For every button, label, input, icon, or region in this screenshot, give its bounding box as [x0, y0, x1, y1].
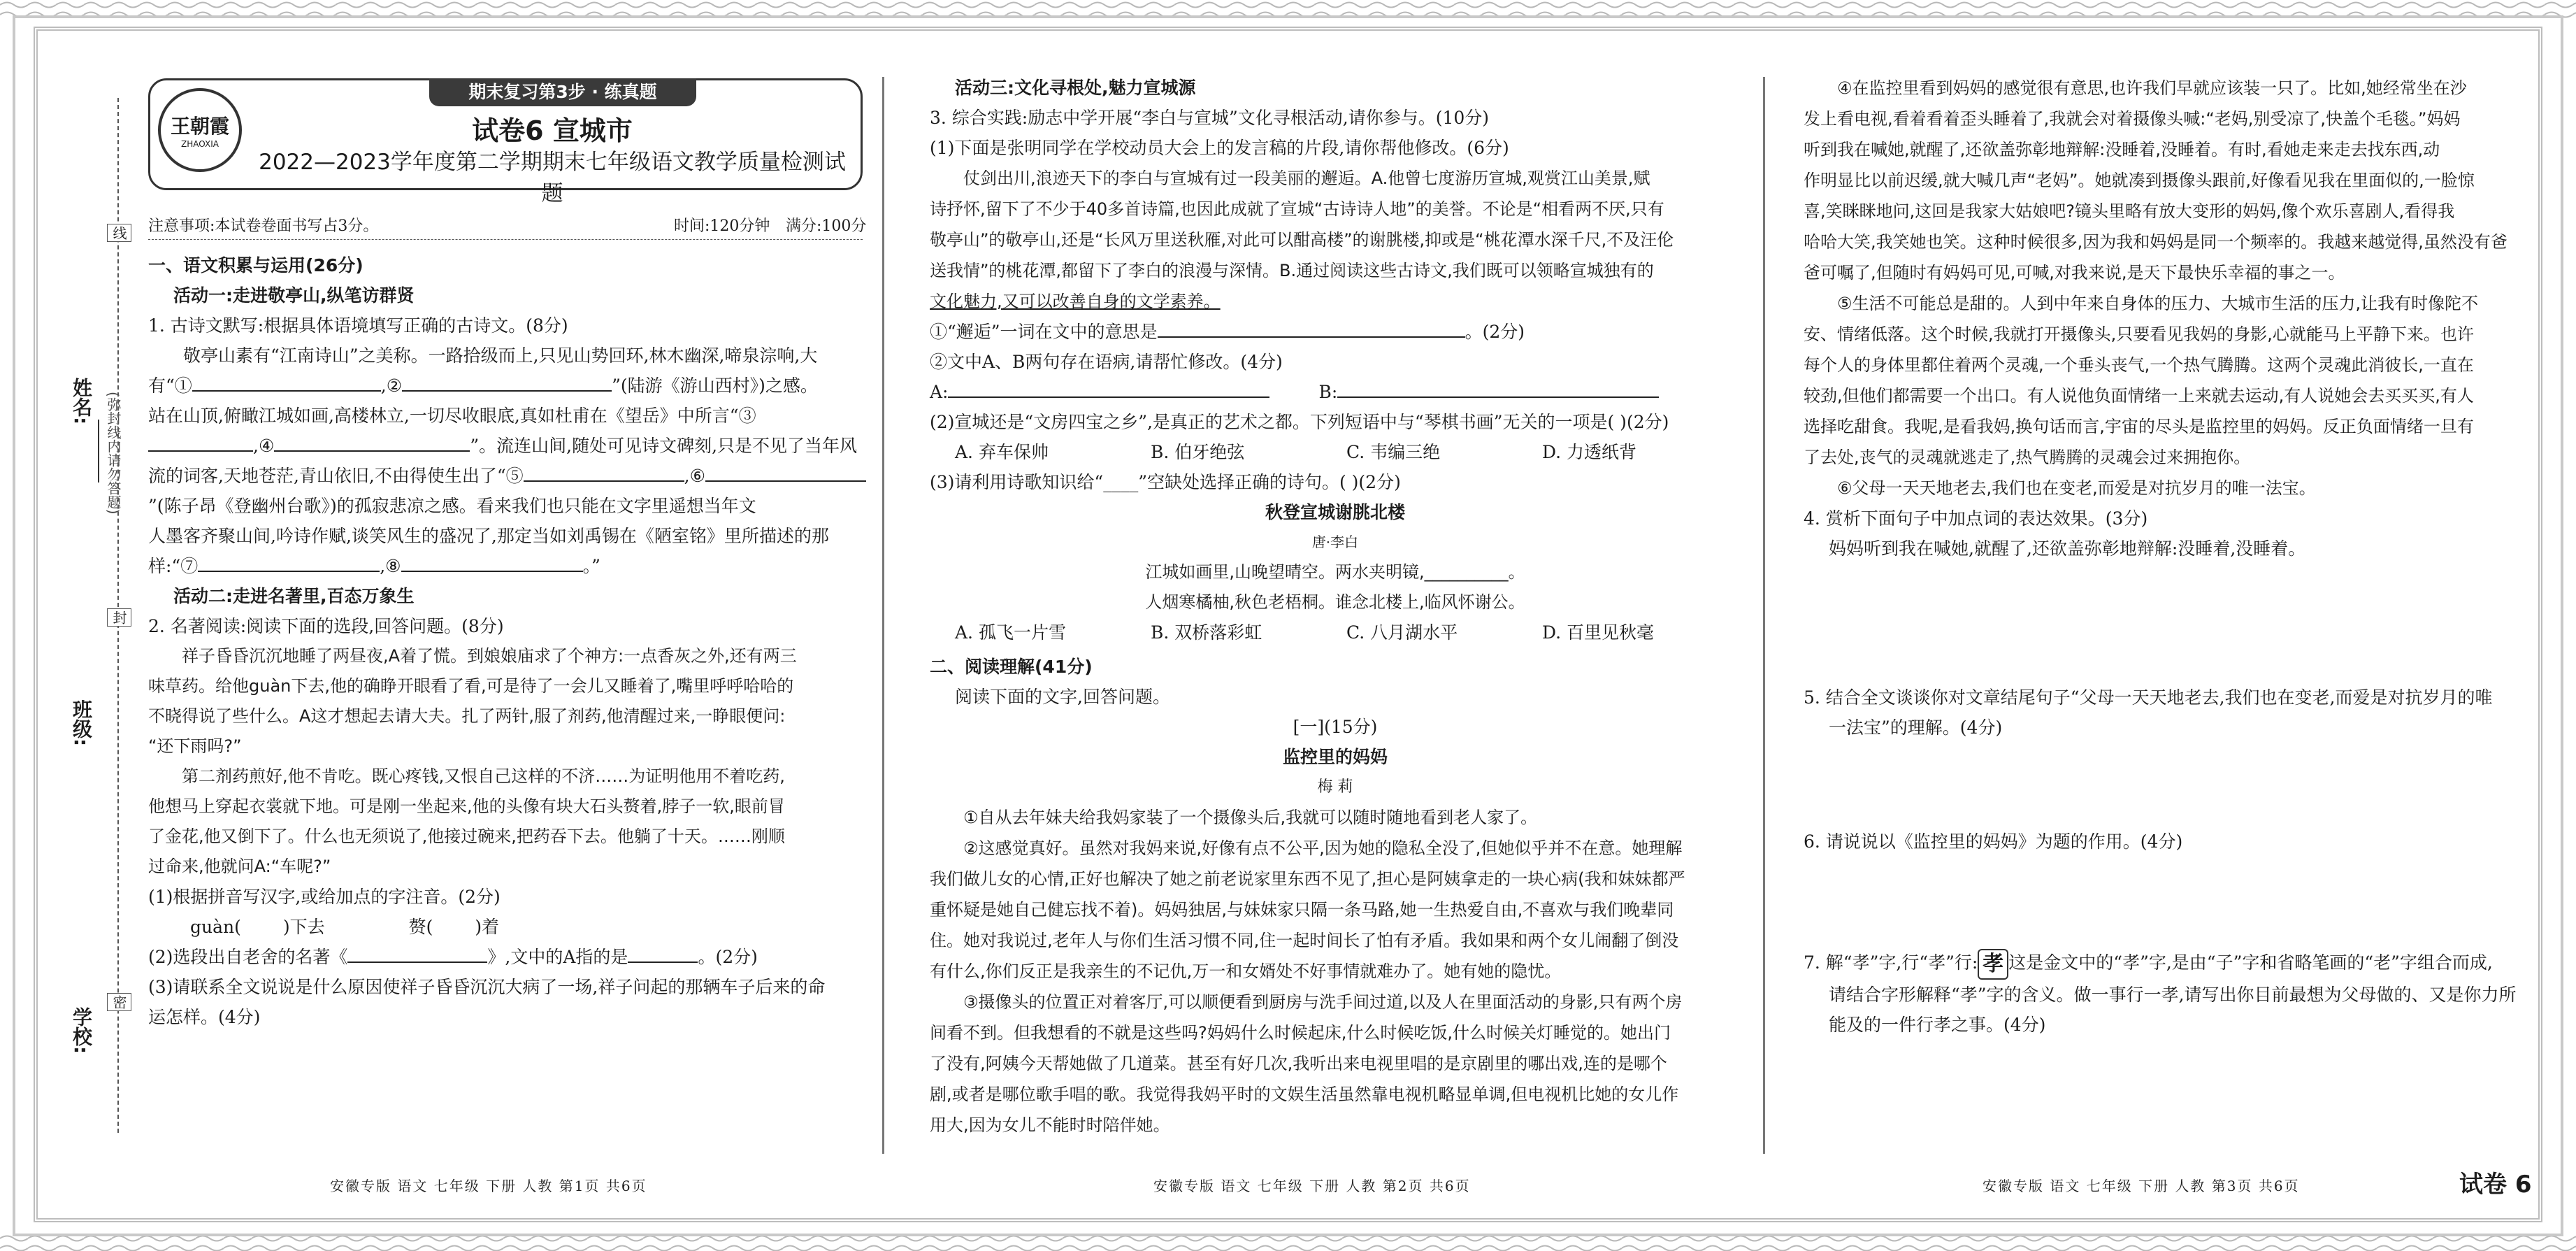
question-5: 5. 结合全文谈谈你对文章结尾句子“父母一天天地老去,我们也在变老,而爱是对抗岁月的唯 [1804, 687, 2493, 708]
poem-author: 唐·李白 [1311, 534, 1359, 550]
column-divider [882, 77, 884, 1154]
excerpt-text: “还下雨吗?” [148, 736, 242, 756]
poem-line: 人烟寒橘柚,秋色老梧桐。谁念北楼上,临风怀谢公。 [1145, 592, 1525, 612]
q1-text: 敬亭山素有“江南诗山”之美称。一路拾级而上,只见山势回环,林木幽深,啼泉淙响,大 [183, 345, 818, 366]
exam-note: 注意事项:本试卷卷面书写占3分。 [148, 217, 379, 235]
footer-page-2: 安徽专版 语文 七年级 下册 人教 第2页 共6页 [1153, 1178, 1471, 1194]
answer-space[interactable] [1804, 857, 2517, 948]
option-d[interactable]: D. 百里见秋毫 [1542, 622, 1655, 643]
speech-text: 诗抒怀,留下了不少于40多首诗篇,也因此成就了宣城“古诗诗人地”的美誉。不论是“相看两不厌,只有 [930, 199, 1664, 219]
article-paragraph: 有什么,你们反正是我亲生的不记仇,万一和女婿处不好事情就难办了。她有她的隐忧。 [930, 962, 1562, 981]
footer-page-3: 安徽专版 语文 七年级 下册 人教 第3页 共6页 [1983, 1178, 2300, 1194]
q2-sub3: 运怎样。(4分) [148, 1007, 261, 1027]
poem-title: 秋登宣城谢朓北楼 [1265, 502, 1405, 522]
article-paragraph: 了没有,阿姨今天帮她做了几道菜。甚至有好几次,我听出来电视里唱的是京剧里的哪出戏,连的是哪个 [930, 1054, 1667, 1073]
q2-sub3: (3)请联系全文说说是什么原因使祥子昏昏沉沉大病了一场,祥子问起的那辆车子后来的命 [148, 977, 826, 997]
activity-2: 活动二:走进名著里,百态万象生 [173, 586, 415, 606]
section-2-heading: 二、阅读理解(41分) [930, 657, 1093, 677]
excerpt-text: 味草药。给他guàn下去,他的确睁开眼看了看,可是待了一会儿又睡着了,嘴里呼呼哈哈的 [148, 676, 794, 696]
q2-sub1-answers [148, 912, 868, 942]
q1-text: 样:“⑦ [148, 556, 199, 576]
speech-text: 送我情”的桃花潭,都留下了李白的浪漫与深情。B.通过阅读这些古诗文,我们既可以领略宣城独有的 [930, 261, 1654, 280]
q3-sub1b: ②文中A、B两句存在语病,请帮忙修改。(4分) [930, 352, 1283, 372]
question-3: 3. 综合实践:励志中学开展“李白与宣城”文化寻根活动,请你参与。(10分) [930, 108, 1490, 128]
footer-page-1: 安徽专版 语文 七年级 下册 人教 第1页 共6页 [330, 1178, 647, 1194]
question-6: 6. 请说说以《监控里的妈妈》为题的作用。(4分) [1804, 831, 2183, 852]
exam-score: 满分:100分 [786, 217, 867, 235]
article-paragraph: 哈哈大笑,我笑她也笑。这种时候很多,因为我和妈妈是同一个频率的。我越来越觉得,虽然没有爸 [1804, 232, 2507, 252]
pinyin-prompt: guàn( [190, 917, 241, 937]
article-paragraph: 发上看电视,看着看着歪头睡着了,我就会对着摄像头喊:“老妈,别受凉了,快盖个毛毯。”妈妈 [1804, 109, 2461, 129]
q1-text: ”(陆游《游山西村》)之感。 [612, 376, 818, 396]
excerpt-text: 不晓得说了些什么。A这才想起去请大夫。扎了两针,服了剂药,他清醒过来,一睁眼便问: [148, 706, 786, 726]
article-paragraph: 剧,或者是哪位歌手唱的歌。我觉得我妈平时的文娱生活虽然靠电视机略显单调,但电视机比她的女儿作 [930, 1085, 1679, 1104]
answer-b-label: B: [1318, 382, 1338, 402]
column-1 [148, 250, 868, 1032]
q3-sub1: (1)下面是张明同学在学校动员大会上的发言稿的片段,请你帮他修改。(6分) [930, 138, 1509, 158]
exam-subtitle: 2022—2023学年度第二学期期末七年级语文教学质量检测试题 [259, 150, 846, 206]
option-b[interactable]: B. 双桥落彩虹 [1151, 622, 1262, 643]
q1-text: ,④ [253, 436, 275, 456]
q1-text: ,② [380, 376, 403, 396]
article-paragraph: ①自从去年妹夫给我妈家装了一个摄像头后,我就可以随时随地看到老人家了。 [963, 808, 1538, 827]
option-a[interactable]: A. 孤飞一片雪 [955, 622, 1066, 643]
pinyin-prompt: )下去 [282, 917, 325, 937]
answer-blank[interactable] [1158, 318, 1465, 338]
q3-sub3: (3)请利用诗歌知识给“____”空缺处选择正确的诗句。( )(2分) [930, 472, 1401, 492]
article-paragraph: 听到我在喊她,就醒了,还欲盖弥彰地辩解:没睡着,没睡着。有时,看她走来走去找东西,动 [1804, 140, 2440, 159]
speech-text: 文化魅力,又可以改善自身的文学素养。 [930, 292, 1221, 311]
q1-text: 流的词客,天地苍茫,青山依旧,不由得使生出了“⑤ [148, 466, 524, 486]
option-c[interactable]: C. 八月湖水平 [1346, 622, 1458, 643]
option-b[interactable]: B. 伯牙绝弦 [1151, 442, 1245, 462]
option-d[interactable]: D. 力透纸背 [1542, 442, 1637, 462]
column-3 [1804, 73, 2517, 1040]
q1-text: ,⑥ [684, 466, 705, 486]
article-paragraph: ②这感觉真好。虽然对我妈来说,好像有点不公平,因为她的隐私全没了,但她似乎并不在意。她理解 [963, 838, 1683, 858]
q7-text: 能及的一件行孝之事。(4分) [1829, 1014, 2046, 1035]
question-7 [1804, 948, 2517, 980]
q7-text: 请结合字形解释“孝”字的含义。做一事行一孝,请写出你目前最想为父母做的、又是你力所 [1829, 984, 2517, 1005]
answer-space[interactable] [1804, 564, 2517, 682]
jinwen-xiao-glyph: 孝 [1978, 949, 2008, 980]
answer-blank[interactable] [628, 943, 698, 963]
option-c[interactable]: C. 韦编三绝 [1346, 442, 1441, 462]
answer-blank[interactable] [948, 378, 1269, 398]
q3-sub1a [930, 317, 1741, 347]
answer-blank[interactable] [705, 462, 866, 482]
excerpt-text: 他想马上穿起衣裳就下地。可是刚一坐起来,他的头像有块大石头赘着,脖子一软,眼前冒 [148, 796, 785, 816]
q2-text: (2)选段出自老舍的名著《 [148, 947, 348, 967]
logo-sub: ZHAOXIA [181, 139, 219, 149]
q1-line2 [148, 371, 868, 401]
answer-blank[interactable] [192, 372, 381, 392]
article-paragraph: 每个人的身体里都住着两个灵魂,一个垂头丧气,一个热气腾腾。这两个灵魂此消彼长,一直在 [1804, 355, 2474, 375]
part-1-label: [一](15分) [1293, 717, 1378, 737]
exam-title: 试卷6 宣城市 [472, 115, 633, 146]
q1-text: 人墨客齐聚山间,吟诗作赋,谈笑风生的盛况了,那定当如刘禹锡在《陋室铭》里所描述的那 [148, 526, 829, 546]
answer-space[interactable] [1804, 743, 2517, 827]
article-author: 梅 莉 [1317, 778, 1353, 796]
exam-number: 6 [2514, 1171, 2532, 1199]
activity-3: 活动三:文化寻根处,魅力宣城源 [955, 78, 1196, 98]
article-title: 监控里的妈妈 [1282, 747, 1388, 767]
article-paragraph: 间看不到。但我想看的不就是这些吗?妈妈什么时候起床,什么时候吃饭,什么时候关灯睡觉的。她出门 [930, 1023, 1671, 1043]
q1-line8 [148, 551, 868, 581]
q1-line4 [148, 431, 868, 461]
article-paragraph: ⑤生活不可能总是甜的。人到中年来自身体的压力、大城市生活的压力,让我有时像陀不 [1837, 294, 2479, 313]
section-1-heading: 一、语文积累与运用(26分) [148, 255, 364, 276]
article-paragraph: 作明显比以前迟缓,就大喊几声“老妈”。她就凑到摄像头跟前,好像看见我在里面似的,一脸惊 [1804, 171, 2475, 190]
q3-sub2-options [930, 437, 1741, 467]
q2-sub2 [148, 942, 868, 972]
binding-mark-1: 线 [107, 224, 131, 242]
answer-blank[interactable] [402, 372, 612, 392]
answer-blank[interactable] [274, 432, 470, 452]
speech-text: 敬亭山”的敬亭山,还是“长风万里送秋雁,对此可以酣高楼”的谢朓楼,抑或是“桃花潭水深千尺,不及汪伦 [930, 230, 1674, 250]
answer-blank[interactable] [198, 552, 380, 572]
exam-number-badge [2459, 1165, 2532, 1199]
q1-line5 [148, 461, 868, 491]
q3-sub2: (2)宣城还是“文房四宝之乡”,是真正的艺术之都。下列短语中与“琴棋书画”无关的一项是( )(2分) [930, 412, 1669, 432]
exam-time: 时间:120分钟 [674, 217, 770, 235]
article-paragraph: ⑥父母一天天地老去,我们也在变老,而爱是对抗岁月的唯一法宝。 [1837, 478, 2316, 498]
article-paragraph: 喜,笑眯眯地问,这回是我家大姑娘吧?镜头里略有放大变形的妈妈,像个欢乐喜剧人,看得我 [1804, 201, 2455, 221]
question-5: 一法宝”的理解。(4分) [1829, 717, 2003, 738]
q3-text: 。(2分) [1465, 322, 1525, 342]
answer-blank[interactable] [524, 462, 684, 482]
q1-text: 。” [582, 556, 600, 576]
char-prompt: 赘( [408, 917, 433, 937]
question-2: 2. 名著阅读:阅读下面的选段,回答问题。(8分) [148, 616, 504, 636]
column-2 [930, 73, 1741, 1141]
excerpt-text: 祥子昏昏沉沉地睡了两昼夜,A着了慌。到娘娘庙求了个神方:一点香灰之外,还有两三 [182, 646, 797, 666]
q1-text: ,⑧ [380, 556, 401, 576]
article-paragraph: 选择吃甜食。我呢,是看我妈,换句话而言,宇宙的尽头是监控里的妈妈。反正负面情绪一旦有 [1804, 417, 2474, 436]
binding-mark-2: 封 [107, 608, 131, 627]
char-prompt: )着 [475, 917, 500, 937]
q4-sentence: 妈妈听到我在喊她,就醒了,还欲盖弥彰地辩解:没睡着,没睡着。 [1829, 538, 2306, 559]
name-label: 姓名: [70, 378, 93, 425]
column-divider [1763, 77, 1765, 1154]
binding-mark-3: 密 [107, 993, 131, 1011]
article-paragraph: 了去处,丧气的灵魂就逃走了,热气腾腾的灵魂会过来拥抱你。 [1804, 448, 2251, 467]
section-2-intro: 阅读下面的文字,回答问题。 [955, 687, 1170, 707]
q3-ab-answers [930, 377, 1741, 407]
answer-blank[interactable] [1337, 378, 1659, 398]
answer-blank[interactable] [148, 432, 253, 452]
answer-blank[interactable] [347, 943, 487, 963]
q7-text: 7. 解“孝”字,行“孝”行: [1804, 952, 1978, 973]
poem-line: 江城如画里,山晚望晴空。两水夹明镜,__________。 [1145, 562, 1525, 582]
article-paragraph: 我们做儿女的心情,正好也解决了她之前老说家里东西不见了,担心是阿姨拿走的一块心病(我和妹妹都严 [930, 869, 1685, 889]
article-paragraph: ④在监控里看到妈妈的感觉很有意思,也许我们早就应该装一只了。比如,她经常坐在沙 [1837, 78, 2467, 98]
name-line [98, 420, 99, 482]
q3-text: ①“邂逅”一词在文中的意思是 [930, 322, 1158, 342]
header-tab: 期末复习第3步 · 练真题 [429, 78, 696, 106]
q2-sub1: (1)根据拼音写汉字,或给加点的字注音。(2分) [148, 887, 501, 907]
question-4: 4. 赏析下面句子中加点词的表达效果。(3分) [1804, 508, 2148, 529]
option-a[interactable]: A. 弃车保帅 [955, 442, 1049, 462]
activity-1: 活动一:走进敬亭山,纵笔访群贤 [173, 285, 415, 306]
school-label: 学校: [70, 1007, 93, 1055]
article-paragraph: 重怀疑是她自己健忘找不着)。妈妈独居,与妹妹家只隔一条马路,她一生热爱自由,不喜欢与我们晚辈同 [930, 900, 1674, 920]
article-paragraph: 安、情绪低落。这个时候,我就打开摄像头,只要看见我妈的身影,心就能马上平静下来。也许 [1804, 324, 2474, 344]
q1-text: 站在山顶,俯瞰江城如画,高楼林立,一切尽收眼底,真如杜甫在《望岳》中所言“③ [148, 406, 756, 426]
q3-sub3-options [930, 617, 1741, 648]
header-rule [148, 239, 863, 240]
article-paragraph: 用大,因为女儿不能时时陪伴她。 [930, 1115, 1170, 1135]
article-paragraph: 爸可嘱了,但随时有妈妈可见,可喊,对我来说,是天下最快乐幸福的事之一。 [1804, 263, 2345, 283]
seal-note: (弥封线内请勿答题) [105, 392, 122, 515]
q1-text: ”。流连山间,随处可见诗文碑刻,只是不见了当年风 [470, 436, 858, 456]
logo-text: 王朝霞 [170, 115, 229, 138]
q2-text: 》,文中的A指的是 [487, 947, 628, 967]
article-paragraph: 住。她对我说过,老年人与你们生活习惯不同,住一起时间长了怕有矛盾。我如果和两个女儿闹翻了倒没 [930, 931, 1679, 950]
excerpt-text: 了金花,他又倒下了。什么也无须说了,他接过碗来,把药吞下去。他躺了十天。……刚顺 [148, 827, 785, 846]
article-paragraph: ③摄像头的位置正对着客厅,可以顺便看到厨房与洗手间过道,以及人在里面活动的身影,只有两个房 [963, 992, 1683, 1012]
exam-label: 试卷 [2459, 1171, 2507, 1199]
q1-text: ”(陈子昂《登幽州台歌》)的孤寂悲凉之感。看来我们也只能在文字里遥想当年文 [148, 496, 756, 516]
answer-a-label: A: [930, 382, 949, 402]
excerpt-text: 第二剂药煎好,他不肯吃。既心疼钱,又恨自己这样的不济……为证明他用不着吃药, [182, 766, 785, 786]
article-paragraph: 较劲,但他们都需要一个出口。有人说他负面情绪一上来就去运动,有人说她会去买买买,有人 [1804, 386, 2474, 406]
excerpt-text: 过命来,他就问A:“车呢?” [148, 857, 331, 876]
answer-blank[interactable] [401, 552, 583, 572]
class-label: 班级: [70, 699, 93, 747]
q1-text: 有“① [148, 376, 192, 396]
speech-text: 仗剑出川,浪迹天下的李白与宣城有过一段美丽的邂逅。A.他曾七度游历宣城,观赏江山美景,赋 [963, 169, 1650, 188]
q7-text: 这是金文中的“孝”字,是由“子”字和省略笔画的“老”字组合而成, [2008, 952, 2493, 973]
q2-text: 。(2分) [698, 947, 758, 967]
brand-logo [158, 88, 242, 172]
question-1: 1. 古诗文默写:根据具体语境填写正确的古诗文。(8分) [148, 315, 568, 336]
